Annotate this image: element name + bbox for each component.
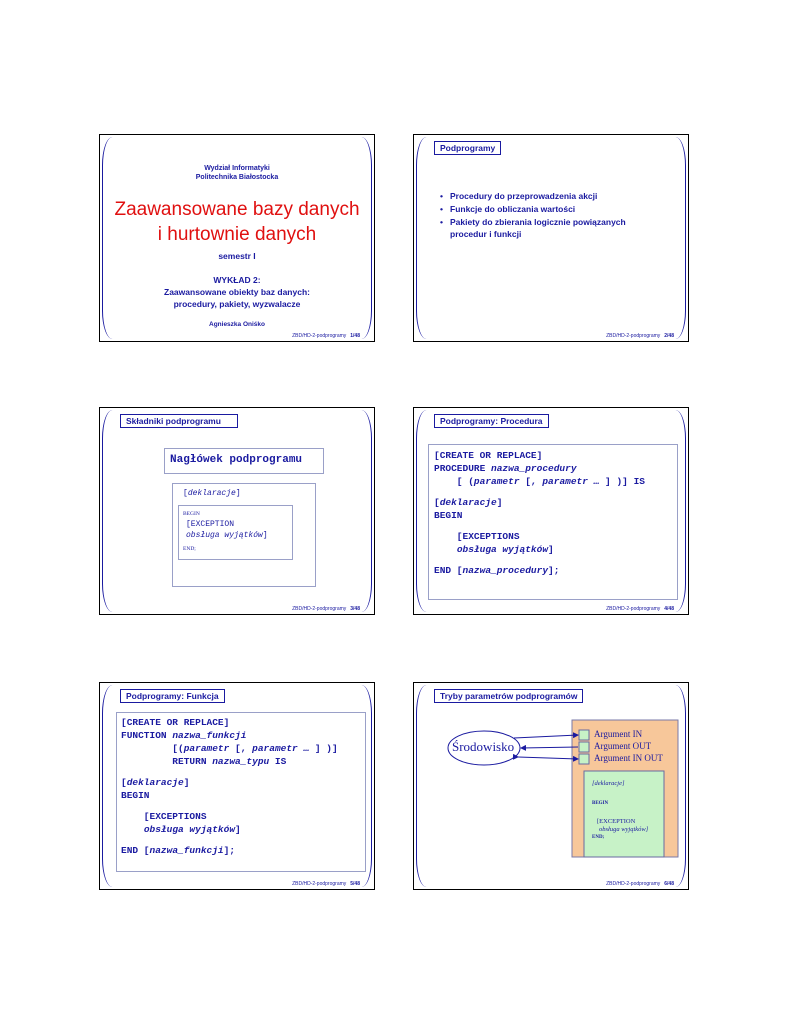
header-label: Nagłówek podprogramu xyxy=(170,454,303,466)
code-line: [EXCEPTIONS xyxy=(434,531,520,542)
slide-1 xyxy=(99,134,375,342)
slide-footer: ZBD/HD-2-podprogramy 5/48 xyxy=(292,881,360,887)
code-line: obsługa wyjątków] xyxy=(143,824,241,835)
code-line: [EXCEPTIONS xyxy=(121,811,207,822)
lecture-subtitle-2: procedury, pakiety, wyzwalacze xyxy=(173,299,301,309)
slide-6 xyxy=(413,682,689,890)
code-line: [(parametr [, parametr … ] )] xyxy=(121,743,338,754)
port-in xyxy=(579,730,589,740)
code-line: BEGIN xyxy=(434,510,463,521)
faculty-name: Wydział Informatyki xyxy=(204,165,270,172)
slide-3 xyxy=(99,407,375,615)
arrow-inout xyxy=(518,757,578,759)
code-line: END [nazwa_funkcji]; xyxy=(121,845,236,856)
port-out xyxy=(579,742,589,752)
exception-handling: obsługa wyjątków] xyxy=(186,531,268,540)
university-name: Politechnika Białostocka xyxy=(195,174,279,181)
code-line: [CREATE OR REPLACE] xyxy=(434,450,543,461)
slide-footer: ZBD/HD-2-podprogramy 6/48 xyxy=(606,881,674,887)
declarations-label: [deklaracje] xyxy=(592,780,625,787)
slide-5 xyxy=(99,682,375,890)
code-line: RETURN nazwa_typu IS xyxy=(121,756,287,767)
slide-4 xyxy=(413,407,689,615)
lecture-subtitle-1: Zaawansowane obiekty baz danych: xyxy=(164,287,310,297)
exception-handling: obsługa wyjątków] xyxy=(599,826,649,833)
slide-footer: ZBD/HD-2-podprogramy 3/48 xyxy=(292,606,360,612)
begin-keyword: BEGIN xyxy=(183,511,200,517)
slide-title: Podprogramy: Funkcja xyxy=(120,689,225,703)
parameter-modes-diagram xyxy=(414,683,690,891)
argument-inout-label: Argument IN OUT xyxy=(594,753,663,763)
code-line: PROCEDURE nazwa_procedury xyxy=(434,463,577,474)
declarations-box xyxy=(172,483,316,587)
slide-footer: ZBD/HD-2-podprogramy 2/48 xyxy=(606,333,674,339)
code-line: END [nazwa_procedury]; xyxy=(434,565,560,576)
procedure-code xyxy=(434,449,645,577)
course-title-line2: i hurtownie danych xyxy=(157,224,317,245)
lecture-number: WYKŁAD 2: xyxy=(213,275,261,285)
declarations-label: [deklaracje] xyxy=(183,489,241,498)
end-keyword: END; xyxy=(592,835,605,840)
list-item-continuation: procedur i funkcji xyxy=(450,229,522,239)
code-line: BEGIN xyxy=(121,790,150,801)
code-line: [deklaracje] xyxy=(121,777,190,788)
slide-title: Składniki podprogramu xyxy=(120,414,238,428)
list-item: • Funkcje do obliczania wartości xyxy=(440,204,680,215)
slide-footer: ZBD/HD-2-podprogramy 4/48 xyxy=(606,606,674,612)
arrow-out xyxy=(521,747,578,748)
course-title-line1: Zaawansowane bazy danych xyxy=(114,199,360,220)
code-line: [CREATE OR REPLACE] xyxy=(121,717,230,728)
function-code xyxy=(121,716,338,857)
slide-2 xyxy=(413,134,689,342)
environment-label: Środowisko xyxy=(452,739,515,754)
end-keyword: END; xyxy=(183,546,196,552)
list-item: • Procedury do przeprowadzenia akcji xyxy=(440,191,680,202)
begin-keyword: BEGIN xyxy=(592,801,609,806)
slide-footer: ZBD/HD-2-podprogramy 1/48 xyxy=(292,333,360,339)
header-box xyxy=(164,448,324,474)
argument-in-label: Argument IN xyxy=(594,729,643,739)
slide-title: Podprogramy xyxy=(434,141,501,155)
bullet-list xyxy=(440,191,680,228)
code-line: [ (parametr [, parametr … ] )] IS xyxy=(434,476,645,487)
port-inout xyxy=(579,754,589,764)
code-line: FUNCTION nazwa_funkcji xyxy=(121,730,247,741)
body-box xyxy=(178,505,293,560)
slide-title: Tryby parametrów podprogramów xyxy=(434,689,583,703)
semester: semestr I xyxy=(218,251,256,261)
arrow-in xyxy=(514,735,578,738)
list-item: • Pakiety do zbierania logicznie powiązanych xyxy=(440,217,680,228)
code-line: [deklaracje] xyxy=(434,497,503,508)
code-line: obsługa wyjątków] xyxy=(456,544,554,555)
argument-out-label: Argument OUT xyxy=(594,741,652,751)
author: Agnieszka Oniśko xyxy=(209,321,265,328)
exception-keyword: [EXCEPTION xyxy=(597,818,636,825)
slide-title: Podprogramy: Procedura xyxy=(434,414,549,428)
exception-keyword: [EXCEPTION xyxy=(186,520,235,529)
